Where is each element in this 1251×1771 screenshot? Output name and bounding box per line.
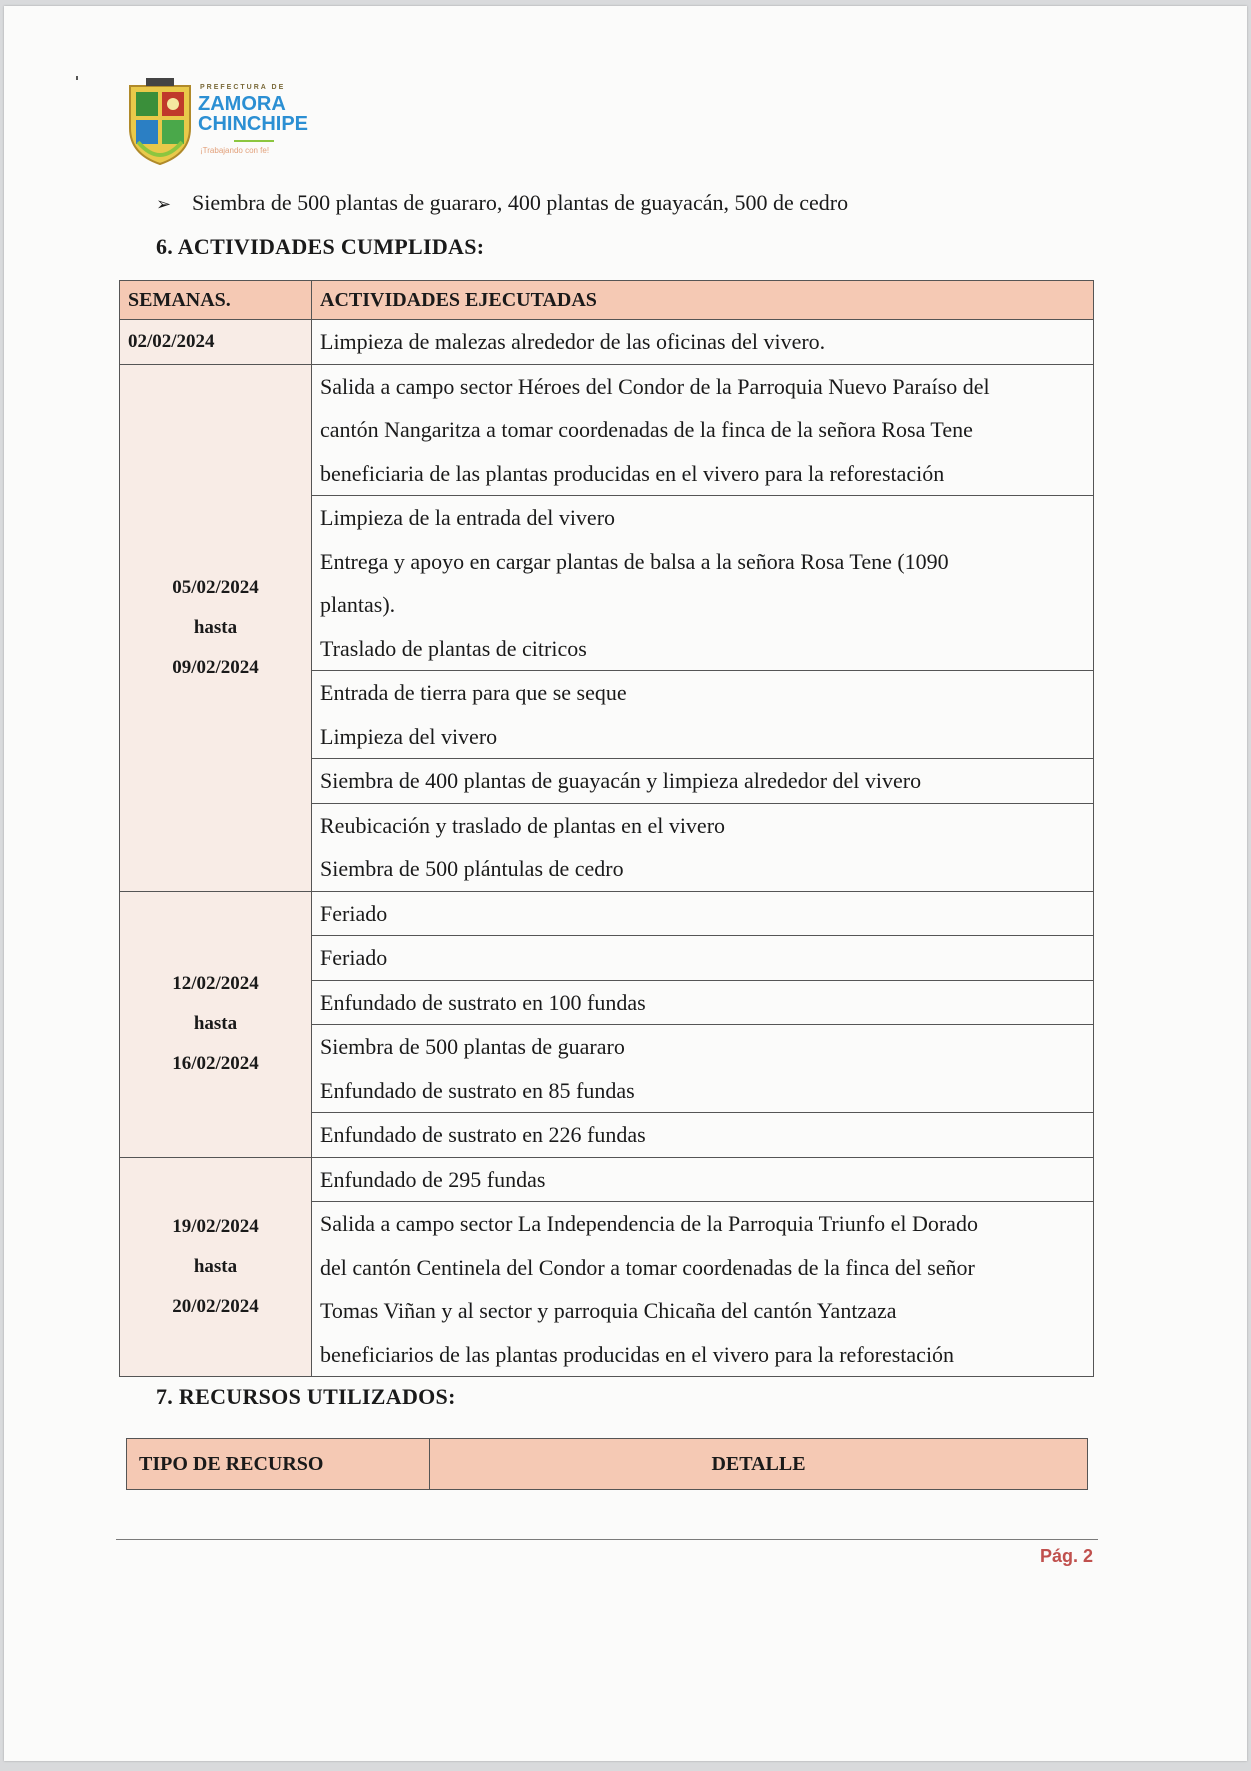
activity-line: Salida a campo sector La Independencia de la Parroquia Triunfo el Dorado [320,1211,978,1236]
col-weeks-header: SEMANAS. [120,281,312,320]
activity-line: plantas). [320,592,396,617]
intro-bullet [156,190,848,216]
week-2-activity-3 [312,671,1094,759]
week-3-range [120,891,312,1157]
activity-line: Tomas Viñan y al sector y parroquia Chicaña del cantón Yantzaza [320,1298,897,1323]
week-3-activity-2: Feriado [312,936,1094,981]
week-3-from: 12/02/2024 [172,973,259,994]
week-2-to: 09/02/2024 [172,656,259,678]
document-page [4,6,1247,1761]
footer-divider [116,1539,1098,1540]
activity-line: Limpieza de la entrada del vivero [320,505,616,530]
page-number: Pág. 2 [1040,1546,1094,1566]
activity-line: Reubicación y traslado de plantas en el vivero [320,812,726,838]
table-header-row [120,281,1094,320]
activity-line: Salida a campo sector Héroes del Condor de la Parroquia Nuevo Paraíso del [320,373,990,399]
activities-table [119,280,1094,1377]
activity-line: Siembra de 500 plántulas de cedro [320,856,624,881]
activity-line: del cantón Centinela del Condor a tomar coordenadas de la finca del señor [320,1254,975,1280]
week-4-range [120,1157,312,1377]
table-row [120,891,1094,936]
section-6-title: ACTIVIDADES CUMPLIDAS: [177,234,485,259]
table-row [120,320,1094,365]
week-3-sep: hasta [193,1013,238,1034]
week-2-activity-5 [312,803,1094,891]
intro-bullet-text: Siembra de 500 plantas de guararo, 400 plantas de guayacán, 500 de cedro [192,190,849,215]
section-7-heading [156,1384,456,1410]
table-row [120,364,1094,496]
week-1-activity: Limpieza de malezas alrededor de las oficinas del vivero. [312,320,1094,365]
logo-tagline: ¡Trabajando con fe! [200,146,270,155]
week-3-activity-3: Enfundado de sustrato en 100 fundas [312,980,1094,1025]
activity-line: beneficiaria de las plantas producidas en el vivero para la reforestación [320,460,945,486]
week-2-sep: hasta [193,616,238,638]
resources-table [126,1438,1088,1490]
activity-line: Enfundado de sustrato en 85 fundas [320,1077,635,1103]
week-2-activity-1 [312,364,1094,496]
logo-line-1: ZAMORA [198,93,286,115]
col-detail-header: DETALLE [430,1439,1088,1490]
week-4-from: 19/02/2024 [172,1215,259,1237]
activity-line: Entrega y apoyo en cargar plantas de balsa a la señora Rosa Tene (1090 [320,548,949,574]
table-header-row [127,1439,1088,1490]
prefectura-logo [124,76,324,171]
week-2-activity-2 [312,496,1094,671]
logo-divider [234,140,274,142]
week-4-activity-1: Enfundado de 295 fundas [312,1157,1094,1202]
activity-line: Limpieza del vivero [320,723,498,749]
week-4-to: 20/02/2024 [172,1295,259,1317]
week-3-activity-5: Enfundado de sustrato en 226 fundas [312,1113,1094,1158]
logo-prefix: PREFECTURA DE [200,84,286,91]
week-4-activity-2 [312,1202,1094,1377]
coat-of-arms-icon [124,76,196,168]
activity-line: beneficiarios de las plantas producidas en el vivero para la reforestación [320,1341,955,1367]
section-7-number: 7. [156,1384,174,1409]
week-3-activity-1: Feriado [312,891,1094,936]
col-activities-header: ACTIVIDADES EJECUTADAS [312,281,1094,320]
activity-line: cantón Nangaritza a tomar coordenadas de la finca de la señora Rosa Tene [320,417,973,442]
activity-line: Entrada de tierra para que se seque [320,680,627,705]
logo-name [198,94,308,134]
week-3-activity-4 [312,1025,1094,1113]
week-2-from: 05/02/2024 [172,576,259,598]
week-1-date: 02/02/2024 [120,320,312,365]
week-2-activity-4 [312,759,1094,804]
section-6-number: 6. [156,234,174,259]
week-3-to: 16/02/2024 [172,1053,259,1074]
week-4-sep: hasta [193,1255,238,1277]
activity-line: Traslado de plantas de citricos [320,635,587,661]
activity-line: Siembra de 500 plantas de guararo [320,1034,625,1059]
scan-mark [76,76,78,80]
col-resource-type-header: TIPO DE RECURSO [127,1439,430,1490]
table-row [120,1157,1094,1202]
section-7-title: RECURSOS UTILIZADOS: [178,1384,456,1409]
week-2-range [120,364,312,891]
logo-line-2: CHINCHIPE [198,113,309,135]
section-6-heading [156,234,484,260]
arrow-bullet-icon: ➢ [156,194,172,215]
activity-line: Siembra de 400 plantas de guayacán y limpieza alrededor del vivero [320,768,922,793]
